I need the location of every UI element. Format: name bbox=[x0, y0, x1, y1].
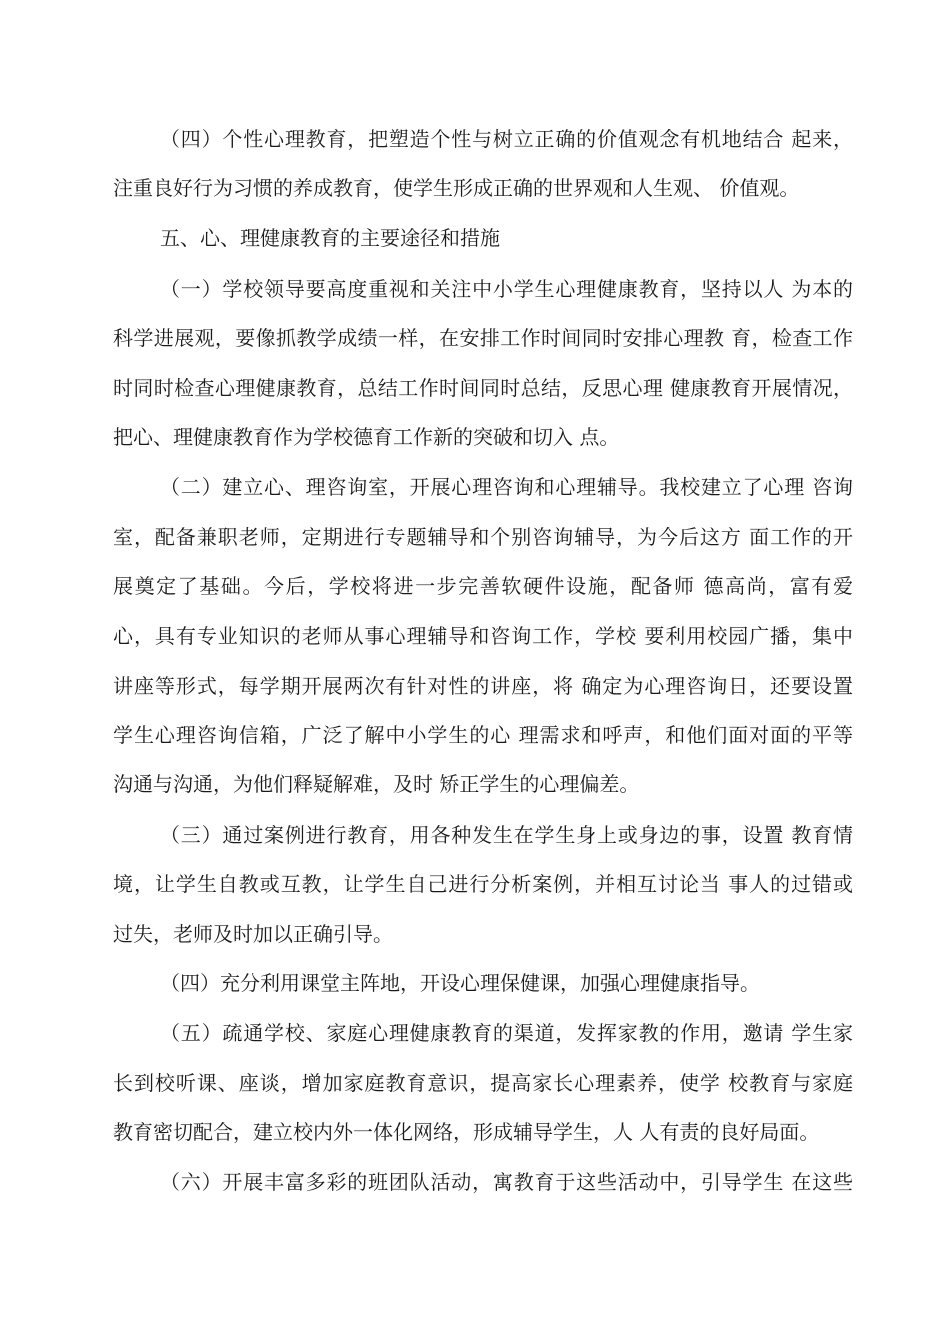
paragraph-line: （六）开展丰富多彩的班团队活动，寓教育于这些活动中，引导学生 在这些 bbox=[160, 1170, 853, 1194]
paragraph-line: 心，具有专业知识的老师从事心理辅导和咨询工作，学校 要利用校园广播，集中 bbox=[113, 624, 853, 648]
paragraph-line: 把心、理健康教育作为学校德育工作新的突破和切入 点。 bbox=[113, 425, 620, 449]
paragraph-line: 学生心理咨询信箱，广泛了解中小学生的心 理需求和呼声，和他们面对面的平等 bbox=[113, 723, 853, 747]
paragraph-line: 沟通与沟通，为他们释疑解难，及时 矫正学生的心理偏差。 bbox=[113, 772, 640, 796]
section-heading: 五、心、理健康教育的主要途径和措施 bbox=[160, 226, 500, 250]
paragraph-line: （四）个性心理教育，把塑造个性与树立正确的价值观念有机地结合 起来， bbox=[160, 127, 853, 151]
paragraph-line: 长到校听课、座谈，增加家庭教育意识，提高家长心理素养，使学 校教育与家庭 bbox=[113, 1071, 853, 1095]
paragraph-line: 讲座等形式，每学期开展两次有针对性的讲座，将 确定为心理咨询日，还要设置 bbox=[113, 674, 853, 698]
paragraph-line: 过失，老师及时加以正确引导。 bbox=[113, 922, 393, 946]
paragraph-line: 展奠定了基础。今后，学校将进一步完善软硬件设施，配备师 德高尚，富有爱 bbox=[113, 574, 853, 598]
paragraph-line: （四）充分利用课堂主阵地，开设心理保健课，加强心理健康指导。 bbox=[160, 971, 760, 995]
paragraph-line: 境，让学生自教或互教，让学生自己进行分析案例，并相互讨论当 事人的过错或 bbox=[113, 872, 853, 896]
paragraph-line: （一）学校领导要高度重视和关注中小学生心理健康教育，坚持以人 为本的 bbox=[160, 277, 853, 301]
paragraph-line: （三）通过案例进行教育，用各种发生在学生身上或身边的事，设置 教育情 bbox=[160, 823, 853, 847]
paragraph-line: 教育密切配合，建立校内外一体化网络，形成辅导学生，人 人有责的良好局面。 bbox=[113, 1120, 820, 1144]
paragraph-line: 科学进展观，要像抓教学成绩一样，在安排工作时间同时安排心理教 育，检查工作 bbox=[113, 326, 853, 350]
paragraph-line: 注重良好行为习惯的养成教育，使学生形成正确的世界观和人生观、 价值观。 bbox=[113, 176, 800, 200]
paragraph-line: 室，配备兼职老师，定期进行专题辅导和个别咨询辅导，为今后这方 面工作的开 bbox=[113, 525, 853, 549]
paragraph-line: （二）建立心、理咨询室，开展心理咨询和心理辅导。我校建立了心理 咨询 bbox=[160, 475, 853, 499]
paragraph-line: （五）疏通学校、家庭心理健康教育的渠道，发挥家教的作用，邀请 学生家 bbox=[160, 1021, 853, 1045]
paragraph-line: 时同时检查心理健康教育，总结工作时间同时总结，反思心理 健康教育开展情况， bbox=[113, 376, 853, 400]
